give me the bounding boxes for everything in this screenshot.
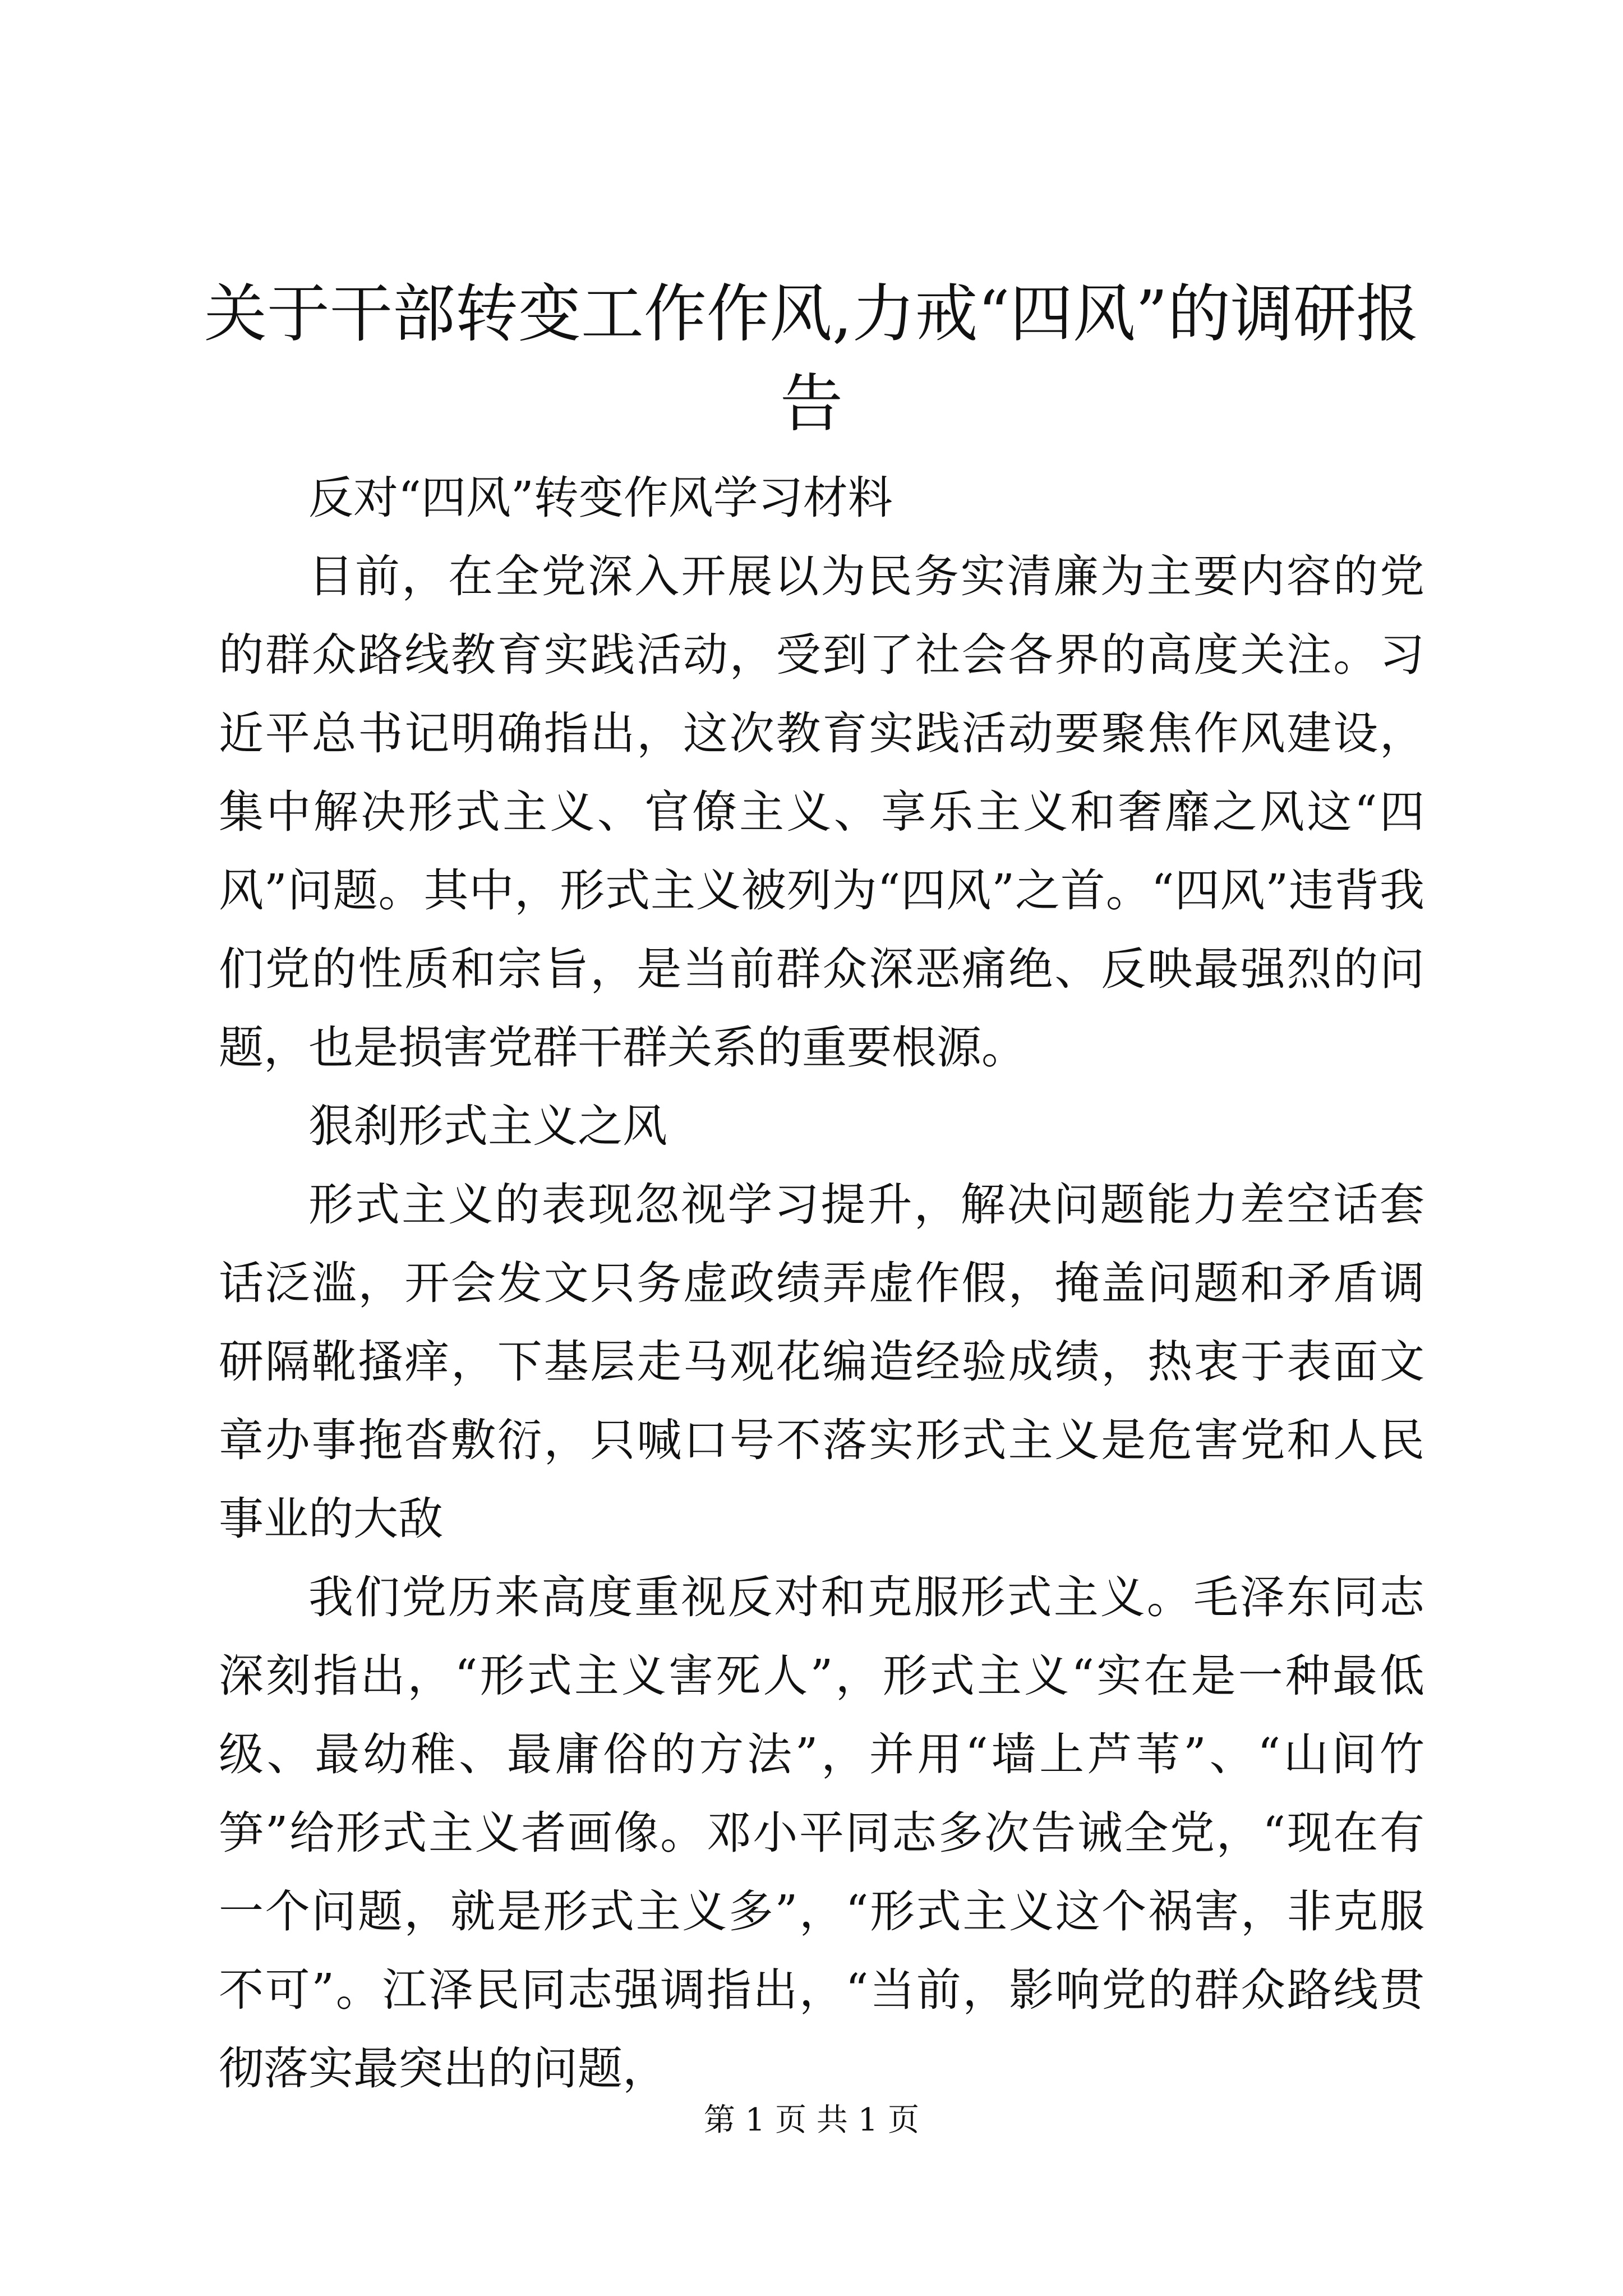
paragraph: 目前，在全党深入开展以为民务实清廉为主要内容的党的群众路线教育实践活动，受到了社会各界的高度关注。习近平总书记明确指出，这次教育实践活动要聚焦作风建设，集中解决形式主义、官僚主义、享乐主义和奢靡之风这“四风”问题。其中，形式主义被列为“四风”之首。“四风”违背我们党的性质和宗旨，是当前群众深恶痛绝、反映最强烈的问题，也是损害党群干群关系的重要根源。 bbox=[219, 550, 1424, 1074]
section-heading: 狠刹形式主义之风 bbox=[308, 1100, 667, 1152]
paragraph-subtitle: 反对“四风”转变作风学习材料 bbox=[308, 472, 893, 524]
page-footer: 第 1 页 共 1 页 bbox=[703, 2102, 920, 2138]
paragraph: 形式主义的表现忽视学习提升，解决问题能力差空话套话泛滥，开会发文只务虚政绩弄虚作假，掩盖问题和矛盾调研隔靴搔痒，下基层走马观花编造经验成绩，热衷于表面文章办事拖沓敷衍，只喊口号不落实形式主义是危害党和人民事业的大敌 bbox=[219, 1179, 1424, 1545]
paragraph: 我们党历来高度重视反对和克服形式主义。毛泽东同志深刻指出，“形式主义害死人”，形式主义“实在是一种最低级、最幼稚、最庸俗的方法”，并用“墙上芦苇”、“山间竹笋”给形式主义者画像。邓小平同志多次告诫全党，“现在有一个问题，就是形式主义多”，“形式主义这个祸害，非克服不可”。江泽民同志强调指出，“当前，影响党的群众路线贯彻落实最突出的问题， bbox=[219, 1571, 1424, 2095]
document-title: 关于干部转变工作作风,力戒“四风”的调研报告 bbox=[204, 278, 1419, 440]
document-body bbox=[219, 459, 1424, 2108]
